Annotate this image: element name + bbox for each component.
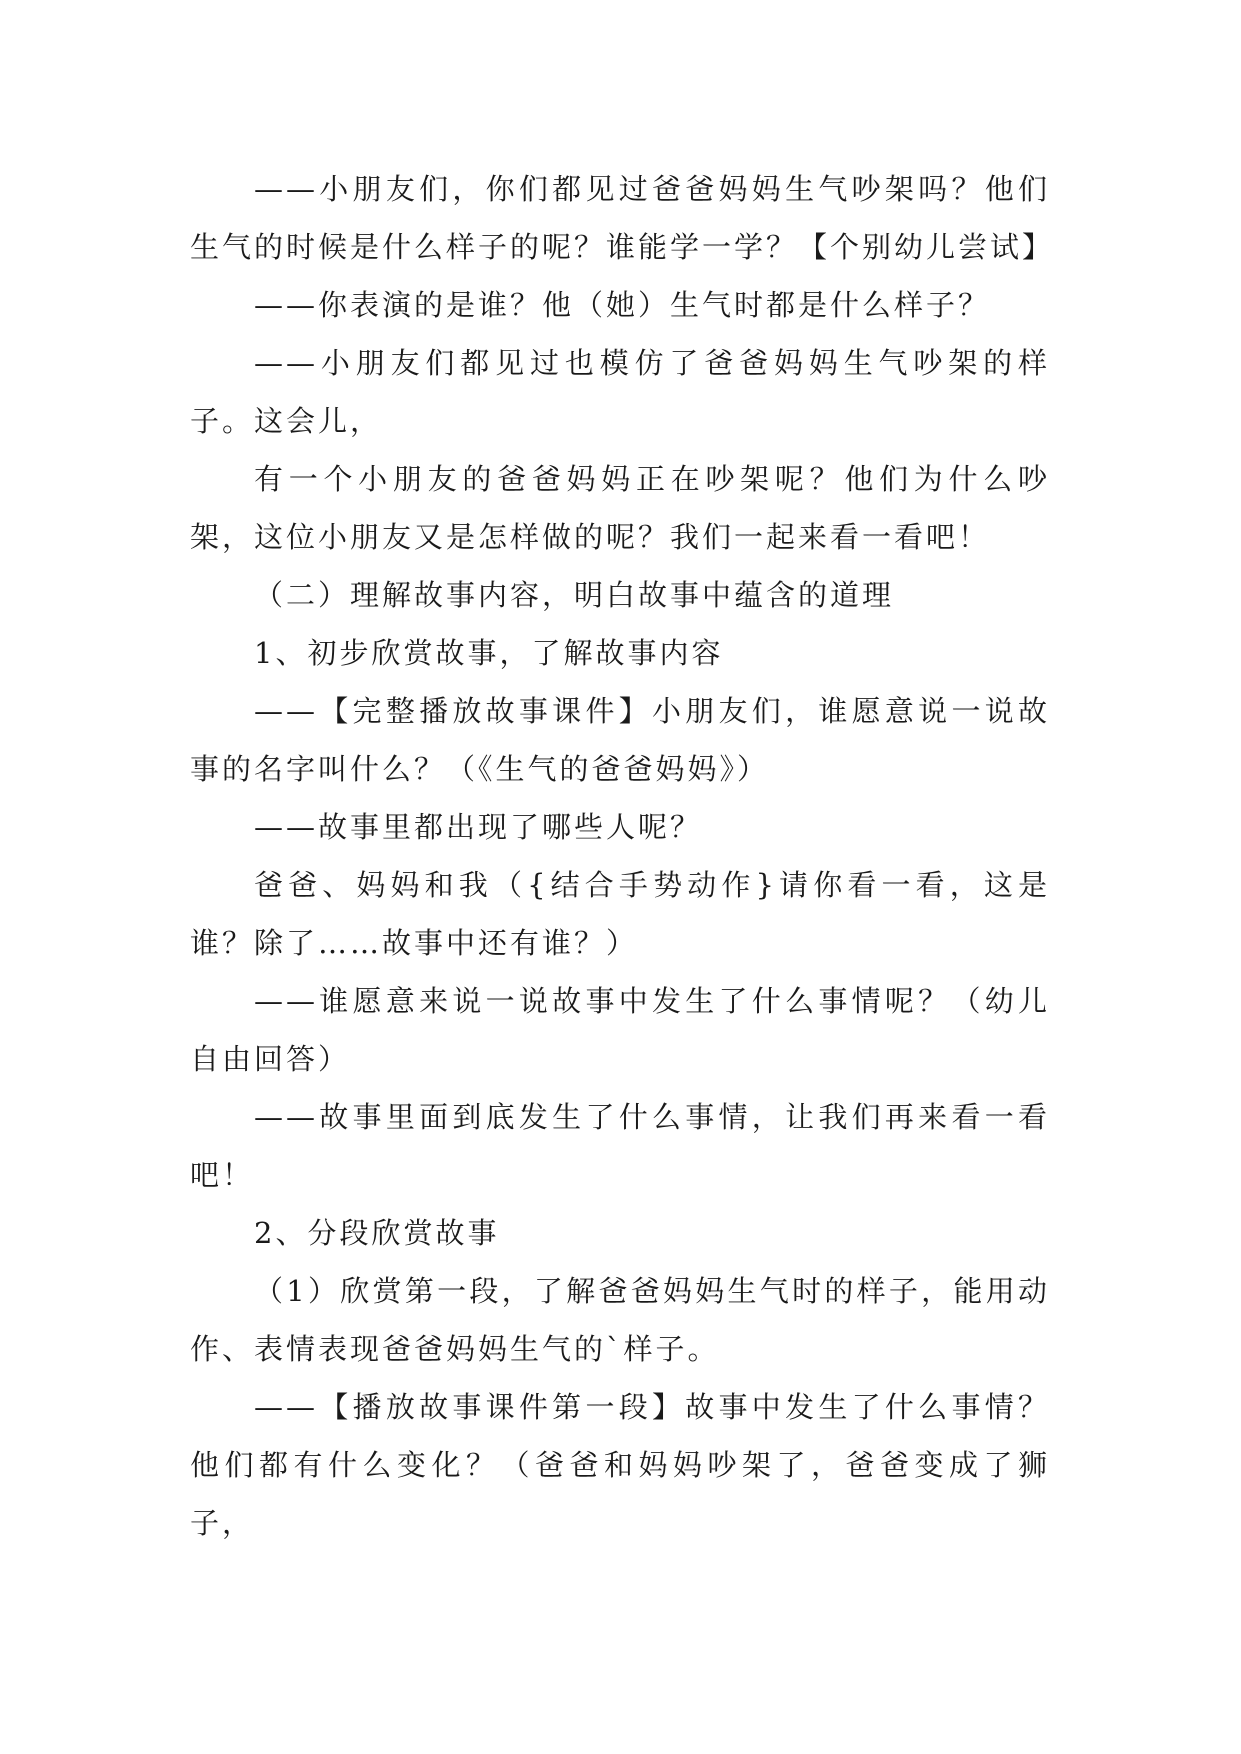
section-heading: （二）理解故事内容，明白故事中蕴含的道理 bbox=[254, 578, 895, 612]
paragraph: ——谁愿意来说一说故事中发生了什么事情呢？（幼儿自由回答） bbox=[190, 984, 1050, 1076]
paragraph: ——故事里面到底发生了什么事情，让我们再来看一看吧！ bbox=[190, 1100, 1050, 1192]
paragraph: ——【播放故事课件第一段】故事中发生了什么事情？他们都有什么变化？（爸爸和妈妈吵架了，爸爸变成了狮子， bbox=[190, 1390, 1050, 1540]
paragraph: 有一个小朋友的爸爸妈妈正在吵架呢？他们为什么吵架，这位小朋友又是怎样做的呢？我们一起来看一看吧！ bbox=[190, 462, 1050, 554]
paragraph: 爸爸、妈妈和我（{结合手势动作}请你看一看，这是谁？除了……故事中还有谁？） bbox=[190, 868, 1050, 960]
subsection-heading: 2、分段欣赏故事 bbox=[254, 1216, 500, 1250]
paragraph: ——【完整播放故事课件】小朋友们，谁愿意说一说故事的名字叫什么？（《生气的爸爸妈妈》） bbox=[190, 694, 1050, 786]
paragraph: ——你表演的是谁？他（她）生气时都是什么样子？ bbox=[254, 288, 991, 322]
paragraph: ——故事里都出现了哪些人呢？ bbox=[254, 810, 703, 844]
document-body bbox=[190, 160, 1055, 1552]
subsection-heading: 1、初步欣赏故事，了解故事内容 bbox=[254, 636, 724, 670]
paragraph: ——小朋友们，你们都见过爸爸妈妈生气吵架吗？他们生气的时候是什么样子的呢？谁能学一学？【个别幼儿尝试】 bbox=[190, 172, 1055, 264]
paragraph: ——小朋友们都见过也模仿了爸爸妈妈生气吵架的样子。这会儿， bbox=[190, 346, 1050, 438]
paragraph: （1）欣赏第一段，了解爸爸妈妈生气时的样子，能用动作、表情表现爸爸妈妈生气的`样子。 bbox=[190, 1274, 1050, 1366]
